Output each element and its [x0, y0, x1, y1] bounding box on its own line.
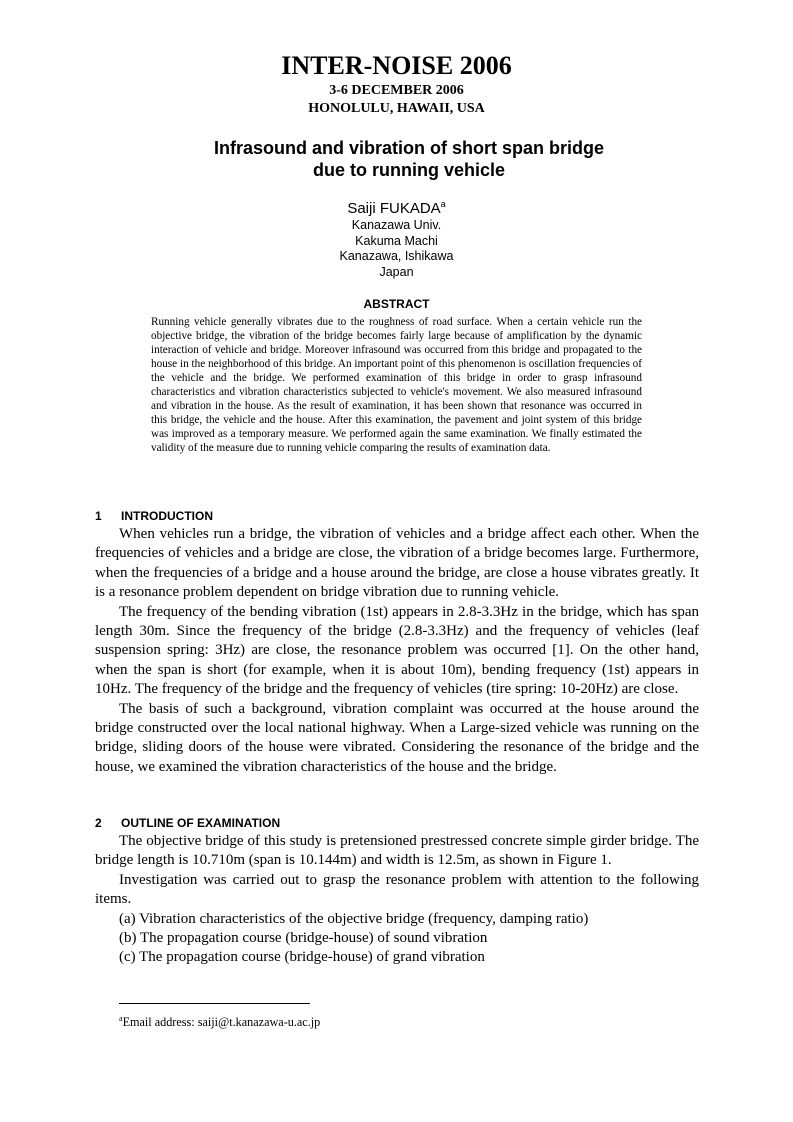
- affiliation-line: Kanazawa Univ.: [351, 218, 442, 232]
- footnote-divider: [119, 1003, 310, 1004]
- author: [0, 199, 793, 219]
- conference-place: HONOLULU, HAWAII, USA: [308, 101, 485, 116]
- affiliation-line: Kanazawa, Ishikawa: [339, 249, 454, 263]
- paragraph: Investigation was carried out to grasp the resonance problem with attention to the following items.: [95, 871, 699, 908]
- footnote-text: Email address: saiji@t.kanazawa-u.ac.jp: [122, 1015, 321, 1029]
- abstract-heading: ABSTRACT: [363, 297, 430, 311]
- section-body-introduction: [95, 525, 699, 777]
- paragraph: When vehicles run a bridge, the vibration of vehicles and a bridge affect each other. When the frequencies of vehicles and a bridge are close, the vibration of a bridge becomes large. Furthermore, when the frequencies of a bridge and a house around the bridge, are close a house vibrates greatly. It is a resonance problem dependent on bridge vibration due to running vehicle.: [95, 526, 699, 601]
- section-body-outline: [95, 832, 699, 968]
- list-item: (c) The propagation course (bridge-house) of grand vibration: [119, 949, 485, 966]
- footnote-mark: a: [119, 1013, 123, 1023]
- affiliation: [0, 218, 793, 280]
- abstract-text: Running vehicle generally vibrates due to the roughness of road surface. When a certain vehicle run the objective bridge, the vibration of the bridge becomes fairly large because of amplification by the dynamic interaction of vehicle and bridge. Moreover infrasound was occurred from this bridge and propagated to the house in the neighborhood of this bridge. An important point of this phenomenon is oscillation frequencies of the vehicle and the bridge. We performed examination of this bridge in order to grasp infrasound characteristics and vibration characteristics subjected to vehicle's movement. We also measured infrasound and vibration in the house. As the result of examination, it has been shown that resonance was occurred in this bridge, the vehicle and the house. After this examination, the pavement and joint system of this bridge was improved as a temporary measure. We performed again the same examination. We finally estimated the validity of the measure due to running vehicle comparing the results of examination data.: [151, 316, 642, 455]
- author-name: Saiji FUKADA: [347, 200, 441, 217]
- conference-dates: 3-6 DECEMBER 2006: [329, 83, 464, 98]
- affiliation-line: Kakuma Machi: [355, 233, 438, 248]
- section-heading-outline: [95, 815, 280, 831]
- section-number: 1: [95, 509, 102, 523]
- paper-title-line-2: due to running vehicle: [312, 160, 505, 180]
- paragraph: The objective bridge of this study is pretensioned prestressed concrete simple girder bridge. The bridge length is 10.710m (span is 10.144m) and width is 12.5m, as shown in Figure 1.: [95, 833, 699, 869]
- section-title: INTRODUCTION: [121, 509, 213, 523]
- list-item: (a) Vibration characteristics of the objective bridge (frequency, damping ratio): [119, 910, 589, 927]
- conference-title: INTER-NOISE 2006: [281, 51, 512, 80]
- section-title: OUTLINE OF EXAMINATION: [121, 816, 281, 830]
- list-item: (b) The propagation course (bridge-house) of sound vibration: [119, 930, 488, 947]
- author-footnote-mark: a: [440, 199, 446, 209]
- paper-title: [0, 137, 793, 181]
- footnote: [119, 1015, 320, 1030]
- section-number: 2: [95, 816, 102, 830]
- paper-title-line-1: Infrasound and vibration of short span bridge: [213, 138, 604, 158]
- section-heading-introduction: [95, 508, 213, 524]
- paragraph: The frequency of the bending vibration (1st) appears in 2.8-3.3Hz in the bridge, which has span length 30m. Since the frequency of the bridge (2.8-3.3Hz) and the frequency of vehicles (leaf suspension spring: 3Hz) are close, the resonance problem was occurred [1]. On the other hand, when the span is short (for example, when it is about 10m), bending frequency (1st) appears in 10Hz. The frequency of the bridge and the frequency of vehicles (tire spring: 10-20Hz) are close.: [95, 603, 699, 698]
- paragraph: The basis of such a background, vibration complaint was occurred at the house around the bridge constructed over the local national highway. When a Large-sized vehicle was running on the bridge, sliding doors of the house were vibrated. Considering the resonance of the bridge and the house, we examined the vibration characteristics of the house and the bridge.: [95, 700, 699, 775]
- affiliation-line: Japan: [379, 264, 414, 279]
